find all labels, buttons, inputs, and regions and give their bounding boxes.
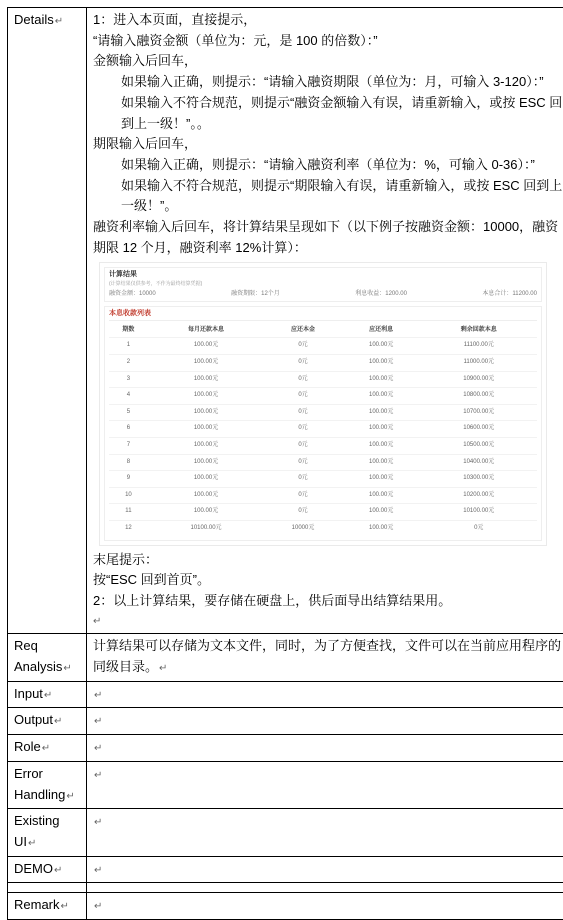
cell-interest: 100.00元: [342, 520, 421, 536]
schedule-row: [109, 404, 537, 421]
cell-monthly: 100.00元: [148, 371, 264, 388]
error-label: Error Handling: [14, 766, 65, 802]
cell-remaining: 10900.00元: [421, 371, 537, 388]
input-content-cell: [87, 681, 563, 708]
error-handling-row: [8, 761, 563, 808]
cell-monthly: 100.00元: [148, 487, 264, 504]
paragraph-mark: ↵: [63, 663, 71, 674]
cell-remaining: 10500.00元: [421, 437, 537, 454]
cell-principal: 0元: [264, 471, 342, 488]
details-line-1: 1：进入本页面，直接提示，: [93, 10, 563, 31]
schedule-body: [109, 338, 537, 537]
demo-content-cell: [87, 856, 563, 883]
requirements-table: [7, 7, 563, 920]
table-gap: [8, 883, 563, 893]
schedule-row: [109, 355, 537, 372]
summary-amount: 融资金额：10000: [109, 291, 156, 298]
remark-row: [8, 893, 563, 920]
cell-remaining: 11000.00元: [421, 355, 537, 372]
cell-monthly: 100.00元: [148, 355, 264, 372]
cell-monthly: 10100.00元: [148, 520, 264, 536]
paragraph-mark: ↵: [94, 716, 102, 727]
existing-ui-row: [8, 809, 563, 856]
calculation-result-screenshot: [99, 262, 547, 545]
details-line-11: 按“ESC 回到首页”。: [93, 570, 563, 591]
role-row: [8, 735, 563, 762]
cell-interest: 100.00元: [342, 338, 421, 355]
cell-interest: 100.00元: [342, 404, 421, 421]
schedule-table: [109, 324, 537, 536]
schedule-row: [109, 338, 537, 355]
cell-remaining: 10600.00元: [421, 421, 537, 438]
details-line-5: 如果输入不符合规范，则提示“融资金额输入有误，请重新输入，或按 ESC 回到上一级！”。。: [93, 93, 563, 134]
paragraph-mark: ↵: [94, 901, 102, 912]
calc-result-note: (计算结果仅供参考，不作为最终结算凭据): [109, 281, 537, 287]
demo-row: [8, 856, 563, 883]
col-header-monthly: 每月还款本息: [148, 324, 264, 338]
paragraph-mark: ↵: [54, 865, 62, 876]
cell-principal: 0元: [264, 371, 342, 388]
calc-result-title: 计算结果: [109, 271, 537, 279]
output-label: Output: [14, 712, 53, 727]
error-content-cell: [87, 761, 563, 808]
cell-period: 4: [109, 388, 148, 405]
cell-remaining: 10800.00元: [421, 388, 537, 405]
output-label-cell: [8, 708, 87, 735]
remark-content-cell: [87, 893, 563, 920]
cell-principal: 10000元: [264, 520, 342, 536]
cell-monthly: 100.00元: [148, 454, 264, 471]
cell-principal: 0元: [264, 454, 342, 471]
cell-interest: 100.00元: [342, 454, 421, 471]
req-text: 计算结果可以存储为文本文件，同时，为了方便查找，文件可以在当前应用程序的同级目录。: [93, 638, 561, 674]
cell-period: 8: [109, 454, 148, 471]
cell-principal: 0元: [264, 355, 342, 372]
details-line-6: 期限输入后回车，: [93, 134, 563, 155]
demo-label-cell: [8, 856, 87, 883]
schedule-row: [109, 487, 537, 504]
req-label: Req Analysis: [14, 638, 62, 674]
input-label: Input: [14, 686, 43, 701]
details-line-3: 金额输入后回车，: [93, 51, 563, 72]
paragraph-mark: ↵: [94, 743, 102, 754]
cell-period: 12: [109, 520, 148, 536]
remark-label: Remark: [14, 897, 60, 912]
error-label-cell: [8, 761, 87, 808]
col-header-period: 期数: [109, 324, 148, 338]
role-content-cell: [87, 735, 563, 762]
details-content-cell: [87, 8, 563, 634]
details-line-12: 2：以上计算结果，要存储在硬盘上，供后面导出结算结果用。: [93, 591, 563, 612]
details-line-4: 如果输入正确，则提示：“请输入融资期限（单位为：月，可输入 3-120）：”: [93, 72, 563, 93]
paragraph-mark: ↵: [44, 690, 52, 701]
schedule-row: [109, 454, 537, 471]
req-content-cell: [87, 634, 563, 681]
schedule-row: [109, 471, 537, 488]
cell-monthly: 100.00元: [148, 471, 264, 488]
cell-remaining: 10400.00元: [421, 454, 537, 471]
cell-interest: 100.00元: [342, 355, 421, 372]
cell-monthly: 100.00元: [148, 504, 264, 521]
output-content-cell: [87, 708, 563, 735]
summary-term: 融资期限：12个月: [231, 291, 280, 298]
schedule-row: [109, 520, 537, 536]
cell-principal: 0元: [264, 388, 342, 405]
req-label-cell: [8, 634, 87, 681]
cell-principal: 0元: [264, 487, 342, 504]
cell-interest: 100.00元: [342, 471, 421, 488]
cell-period: 3: [109, 371, 148, 388]
paragraph-mark: ↵: [94, 865, 102, 876]
cell-interest: 100.00元: [342, 487, 421, 504]
paragraph-mark: ↵: [61, 901, 69, 912]
paragraph-mark: ↵: [93, 612, 563, 633]
existing-content-cell: [87, 809, 563, 856]
col-header-remaining: 剩余回款本息: [421, 324, 537, 338]
cell-interest: 100.00元: [342, 388, 421, 405]
paragraph-mark: ↵: [94, 770, 102, 781]
details-line-10: 末尾提示：: [93, 550, 563, 571]
cell-interest: 100.00元: [342, 504, 421, 521]
details-row: [8, 8, 563, 634]
role-label-cell: [8, 735, 87, 762]
details-label: Details: [14, 12, 54, 27]
output-row: [8, 708, 563, 735]
schedule-panel: [104, 306, 542, 541]
schedule-row: [109, 371, 537, 388]
paragraph-mark: ↵: [159, 663, 167, 674]
paragraph-mark: ↵: [94, 817, 102, 828]
cell-interest: 100.00元: [342, 437, 421, 454]
cell-interest: 100.00元: [342, 421, 421, 438]
cell-period: 9: [109, 471, 148, 488]
cell-monthly: 100.00元: [148, 404, 264, 421]
calc-result-panel: [104, 267, 542, 302]
paragraph-mark: ↵: [66, 791, 74, 802]
summary-interest: 利息收益：1200.00: [355, 291, 407, 298]
cell-monthly: 100.00元: [148, 338, 264, 355]
cell-period: 1: [109, 338, 148, 355]
paragraph-mark: ↵: [28, 838, 36, 849]
role-label: Role: [14, 739, 41, 754]
cell-period: 10: [109, 487, 148, 504]
cell-monthly: 100.00元: [148, 437, 264, 454]
cell-principal: 0元: [264, 404, 342, 421]
cell-monthly: 100.00元: [148, 388, 264, 405]
existing-label: Existing UI: [14, 813, 60, 849]
details-line-9: 融资利率输入后回车，将计算结果呈现如下（以下例子按融资金额：10000，融资期限 12 个月，融资利率 12%计算）：: [93, 217, 563, 258]
cell-period: 5: [109, 404, 148, 421]
schedule-header-row: [109, 324, 537, 338]
paragraph-mark: ↵: [55, 16, 63, 27]
cell-period: 7: [109, 437, 148, 454]
paragraph-mark: ↵: [94, 690, 102, 701]
paragraph-mark: ↵: [54, 716, 62, 727]
cell-period: 2: [109, 355, 148, 372]
cell-period: 11: [109, 504, 148, 521]
calc-summary: [109, 291, 537, 298]
details-label-cell: [8, 8, 87, 634]
cell-remaining: 11100.00元: [421, 338, 537, 355]
cell-remaining: 10100.00元: [421, 504, 537, 521]
schedule-row: [109, 504, 537, 521]
cell-monthly: 100.00元: [148, 421, 264, 438]
cell-interest: 100.00元: [342, 371, 421, 388]
details-line-7: 如果输入正确，则提示：“请输入融资利率（单位为：%，可输入 0-36）：”: [93, 155, 563, 176]
cell-principal: 0元: [264, 437, 342, 454]
cell-period: 6: [109, 421, 148, 438]
col-header-interest: 应还利息: [342, 324, 421, 338]
cell-remaining: 10200.00元: [421, 487, 537, 504]
demo-label: DEMO: [14, 861, 53, 876]
summary-total: 本息合计：11200.00: [482, 291, 537, 298]
schedule-row: [109, 388, 537, 405]
cell-principal: 0元: [264, 338, 342, 355]
cell-principal: 0元: [264, 504, 342, 521]
details-line-8: 如果输入不符合规范，则提示“期限输入有误，请重新输入，或按 ESC 回到上一级！”。: [93, 176, 563, 217]
col-header-principal: 应还本金: [264, 324, 342, 338]
input-label-cell: [8, 681, 87, 708]
cell-remaining: 0元: [421, 520, 537, 536]
cell-remaining: 10700.00元: [421, 404, 537, 421]
req-analysis-row: [8, 634, 563, 681]
cell-remaining: 10300.00元: [421, 471, 537, 488]
schedule-row: [109, 421, 537, 438]
schedule-title: 本息收款列表: [109, 310, 537, 321]
input-row: [8, 681, 563, 708]
existing-label-cell: [8, 809, 87, 856]
cell-principal: 0元: [264, 421, 342, 438]
details-line-2: “请输入融资金额（单位为：元，是 100 的倍数）：”: [93, 31, 563, 52]
paragraph-mark: ↵: [42, 743, 50, 754]
schedule-row: [109, 437, 537, 454]
remark-label-cell: [8, 893, 87, 920]
